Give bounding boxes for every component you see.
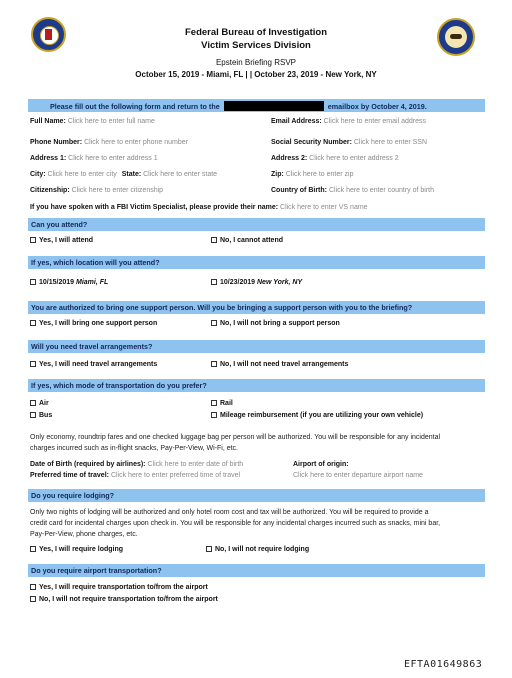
travel-no-checkbox[interactable] (211, 361, 217, 367)
dob-label: Date of Birth (required by airlines): (30, 461, 146, 468)
full-name-row[interactable] (30, 118, 155, 125)
phone-row[interactable] (30, 139, 188, 146)
attend-yes-label: Yes, I will attend (39, 237, 94, 244)
airport-transport-yes-label: Yes, I will require transportation to/from the airport (39, 584, 208, 591)
form-title: Epstein Briefing RSVP (215, 58, 297, 67)
instruction-bar (28, 99, 485, 112)
travel-yes-checkbox[interactable] (30, 361, 36, 367)
lodging-yes-checkbox[interactable] (30, 546, 36, 552)
lodging-yes-option[interactable] (30, 546, 123, 553)
lodging-note-line2: credit card for incidental charges upon check in. You will be responsible for any incidental charges incurred such as snacks, mini bar, (30, 520, 441, 527)
support-yes-option[interactable] (30, 320, 157, 327)
airport-transport-yes-checkbox[interactable] (30, 584, 36, 590)
section-travel-title: Will you need travel arrangements? (31, 342, 153, 351)
lodging-note-line3: Pay-Per-View, phone charges, etc. (30, 531, 138, 538)
section-lodging (28, 489, 485, 502)
attend-no-checkbox[interactable] (211, 237, 217, 243)
attend-no-option[interactable] (211, 237, 283, 244)
transport-bus-label: Bus (39, 412, 53, 419)
airport-transport-no-option[interactable] (30, 596, 218, 603)
instruction-prefix: Please fill out the following form and return to the (50, 102, 220, 111)
email-label: Email Address: (271, 118, 322, 125)
travel-no-label: No, I will not need travel arrangements (220, 361, 349, 368)
transport-mileage-label: Mileage reimbursement (if you are utilizing your own vehicle) (220, 412, 424, 419)
section-location-title: If yes, which location will you attend? (31, 258, 160, 267)
section-lodging-title: Do you require lodging? (31, 491, 115, 500)
section-travel (28, 340, 485, 353)
vs-name-label: If you have spoken with a FBI Victim Specialist, please provide their name: (30, 204, 279, 211)
airport-origin-label: Airport of origin: (293, 461, 349, 468)
section-support (28, 301, 485, 314)
address2-field[interactable]: Click here to enter address 2 (309, 155, 399, 162)
transport-note-line2: charges incurred such as in-flight snacks, Pay-Per-View, Wi-Fi, etc. (30, 445, 239, 452)
location-newyork-date: 10/23/2019 (220, 279, 256, 286)
phone-field[interactable]: Click here to enter phone number (84, 139, 188, 146)
transport-note-line1: Only economy, roundtrip fares and one checked luggage bag per person will be authorized. You will be responsible for any incidental (30, 434, 441, 441)
location-miami-option[interactable] (30, 279, 108, 286)
agency-title: Federal Bureau of Investigation (185, 27, 327, 38)
airport-origin-row[interactable] (293, 472, 423, 479)
section-attend-title: Can you attend? (31, 220, 88, 229)
instruction-suffix: emailbox by October 4, 2019. (327, 102, 427, 111)
ssn-row[interactable] (271, 139, 427, 146)
transport-rail-option[interactable] (211, 400, 233, 407)
lodging-no-option[interactable] (206, 546, 309, 553)
airport-origin-label-row (293, 461, 349, 468)
address1-row[interactable] (30, 155, 158, 162)
section-location (28, 256, 485, 269)
vs-name-row[interactable] (30, 204, 368, 211)
city-label: City: (30, 171, 46, 178)
ssn-field[interactable]: Click here to enter SSN (353, 139, 428, 146)
zip-label: Zip: (271, 171, 284, 178)
section-transport-title: If yes, which mode of transportation do you prefer? (31, 381, 207, 390)
section-attend (28, 218, 485, 231)
vs-name-field[interactable]: Click here to enter VS name (280, 204, 368, 211)
transport-bus-option[interactable] (30, 412, 52, 419)
dob-field[interactable]: Click here to enter date of birth (147, 461, 244, 468)
zip-field[interactable]: Click here to enter zip (285, 171, 354, 178)
transport-air-label: Air (39, 400, 49, 407)
transport-mileage-option[interactable] (211, 412, 423, 419)
ssn-label: Social Security Number: (271, 139, 352, 146)
address1-label: Address 1: (30, 155, 67, 162)
location-newyork-checkbox[interactable] (211, 279, 217, 285)
transport-note (30, 432, 490, 454)
support-no-checkbox[interactable] (211, 320, 217, 326)
lodging-no-checkbox[interactable] (206, 546, 212, 552)
country-field[interactable]: Click here to enter country of birth (328, 187, 435, 194)
location-miami-date: 10/15/2019 (39, 279, 75, 286)
location-newyork-option[interactable] (211, 279, 302, 286)
airport-transport-no-checkbox[interactable] (30, 596, 36, 602)
section-support-title: You are authorized to bring one support person. Will you be bringing a support person with you to the briefing? (31, 303, 413, 312)
section-transport (28, 379, 485, 392)
transport-bus-checkbox[interactable] (30, 412, 36, 418)
location-miami-city: Miami, FL (76, 279, 109, 286)
email-row[interactable] (271, 118, 426, 125)
attend-no-label: No, I cannot attend (220, 237, 283, 244)
phone-label: Phone Number: (30, 139, 83, 146)
pref-time-label: Preferred time of travel: (30, 472, 109, 479)
airport-transport-no-label: No, I will not require transportation to/from the airport (39, 596, 218, 603)
support-yes-label: Yes, I will bring one support person (39, 320, 158, 327)
citizenship-label: Citizenship: (30, 187, 70, 194)
lodging-no-label: No, I will not require lodging (215, 546, 310, 553)
address1-field[interactable]: Click here to enter address 1 (68, 155, 158, 162)
pref-time-field[interactable]: Click here to enter preferred time of travel (110, 472, 241, 479)
airport-origin-field[interactable]: Click here to enter departure airport name (293, 472, 423, 479)
travel-no-option[interactable] (211, 361, 348, 368)
section-airport-transport (28, 564, 485, 577)
full-name-label: Full Name: (30, 118, 66, 125)
transport-rail-checkbox[interactable] (211, 400, 217, 406)
transport-air-option[interactable] (30, 400, 49, 407)
zip-row[interactable] (271, 171, 353, 178)
transport-air-checkbox[interactable] (30, 400, 36, 406)
full-name-field[interactable]: Click here to enter full name (67, 118, 155, 125)
country-row[interactable] (271, 187, 434, 194)
location-newyork-city: New York, NY (257, 279, 303, 286)
city-field[interactable]: Click here to enter city (47, 171, 117, 178)
transport-rail-label: Rail (220, 400, 233, 407)
dob-row[interactable] (30, 461, 243, 468)
location-miami-checkbox[interactable] (30, 279, 36, 285)
briefing-dates: October 15, 2019 - Miami, FL | | October 23, 2019 - New York, NY (135, 70, 377, 79)
state-label: State: (121, 171, 142, 178)
pref-time-row[interactable] (30, 472, 240, 479)
state-field[interactable]: Click here to enter state (143, 171, 218, 178)
address2-row[interactable] (271, 155, 399, 162)
address2-label: Address 2: (271, 155, 308, 162)
lodging-note (30, 507, 490, 540)
country-label: Country of Birth: (271, 187, 327, 194)
email-field[interactable]: Click here to enter email address (323, 118, 426, 125)
support-no-option[interactable] (211, 320, 340, 327)
section-airport-transport-title: Do you require airport transportation? (31, 566, 162, 575)
bates-number: EFTA01649863 (404, 659, 483, 670)
transport-mileage-checkbox[interactable] (211, 412, 217, 418)
city-state-row[interactable] (30, 171, 217, 178)
attend-yes-option[interactable] (30, 237, 93, 244)
travel-yes-label: Yes, I will need travel arrangements (39, 361, 158, 368)
citizenship-field[interactable]: Click here to enter citizenship (71, 187, 164, 194)
division-title: Victim Services Division (201, 40, 311, 51)
redaction-block (224, 101, 324, 111)
airport-transport-yes-option[interactable] (30, 584, 208, 591)
lodging-yes-label: Yes, I will require lodging (39, 546, 124, 553)
citizenship-row[interactable] (30, 187, 163, 194)
support-yes-checkbox[interactable] (30, 320, 36, 326)
support-no-label: No, I will not bring a support person (220, 320, 340, 327)
attend-yes-checkbox[interactable] (30, 237, 36, 243)
lodging-note-line1: Only two nights of lodging will be authorized and only hotel room cost and tax will be authorized. You will be required to provide a (30, 509, 429, 516)
travel-yes-option[interactable] (30, 361, 157, 368)
